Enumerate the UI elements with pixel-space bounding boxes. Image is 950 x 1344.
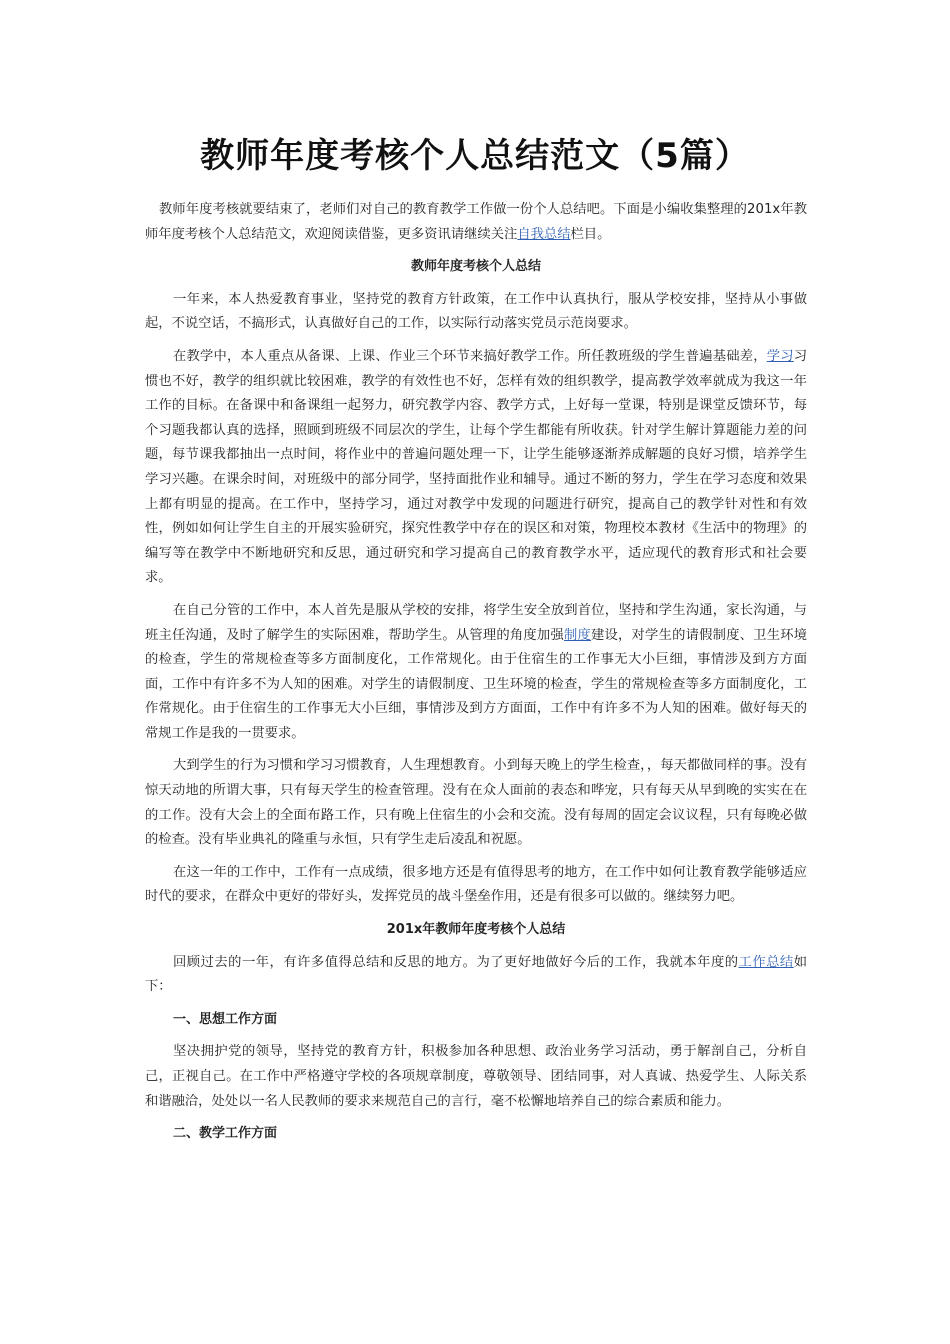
section2-paragraph-1 [145,951,807,1000]
intro-text: 教师年度考核就要结束了，老师们对自己的教育教学工作做一份个人总结吧。下面是小编收集整理的201x年教师年度考核个人总结范文，欢迎阅读借鉴，更多资讯请继续关注 [145,202,807,242]
section1-paragraph-3 [145,599,807,747]
intro-tail: 栏目。 [570,226,611,242]
section2-heading: 201x年教师年度考核个人总结 [386,922,566,938]
work-summary-link[interactable]: 工作总结 [738,954,794,970]
document-title: 教师年度考核个人总结范文（5篇） [200,136,750,176]
section1-heading: 教师年度考核个人总结 [410,259,541,275]
paragraph-text: 建设，对学生的请假制度、卫生环境的检查，学生的常规检查等多方面制度化，工作常规化。由于住宿生的工作事无大小巨细，事情涉及到方方面面，工作中有许多不为人知的困难。对学生的请假制度、卫生环境的检查，学生的常规检查等多方面制度化，工作常规化。由于住宿生的工作事无大小巨细，事情涉及到方方面面，工作中有许多不为人知的困难。做好每天的常规工作是我的一贯要求。 [145,627,808,741]
section1-paragraph-2 [145,345,807,591]
document-body [145,198,807,1155]
system-link[interactable]: 制度 [563,627,591,643]
paragraph-text: 在教学中，本人重点从备课、上课、作业三个环节来搞好教学工作。所任教班级的学生普遍基础差， [173,348,767,364]
paragraph-text: 在自己分管的工作中，本人首先是服从学校的安排，将学生安全放到首位，坚持和学生沟通，家长沟通，与班主任沟通，及时了解学生的实际困难，帮助学生。从管理的角度加强 [145,602,807,643]
subsection-heading-teaching: 二、教学工作方面 [173,1126,278,1142]
paragraph-text: 习惯也不好，教学的组织就比较困难，教学的有效性也不好，怎样有效的组织教学，提高教学效率就成为我这一年工作的目标。在备课中和备课组一起努力，研究教学内容、教学方式，上好每一堂课，特别是课堂反馈环节，每个习题我都认真的选择，照顾到班级不同层次的学生，让每个学生都能有所收获。针对学生解计算题能力差的问题，每节课我都抽出一点时间，将作业中的普遍问题处理一下，让学生能够逐渐养成解题的良好习惯，培养学生学习兴趣。在课余时间，对班级中的部分同学，坚持面批作业和辅导。通过不断的努力，学生在学习态度和效果上都有明显的提高。在工作中，坚持学习，通过对教学中发现的问题进行研究，提高自己的教学针对性和有效性，例如如何让学生自主的开展实验研究，探究性教学中存在的误区和对策，物理校本教材《生活中的物理》的编写等在教学中不断地研究和反思，通过研究和学习提高自己的教育教学水平，适应现代的教育形式和社会要求。 [145,348,808,586]
section1-paragraph-5: 在这一年的工作中，工作有一点成绩，很多地方还是有值得思考的地方，在工作中如何让教育教学能够适应时代的要求，在群众中更好的带好头，发挥党员的战斗堡垒作用，还是有很多可以做的。继续努力吧。 [145,864,807,905]
study-link[interactable]: 学习 [766,348,794,364]
paragraph-text: 如下： [145,954,808,995]
section1-paragraph-1: 一年来，本人热爱教育事业，坚持党的教育方针政策，在工作中认真执行，服从学校安排，坚持从小事做起，不说空话，不搞形式，认真做好自己的工作，以实际行动落实党员示范岗要求。 [145,291,807,332]
section2-paragraph-2: 坚决拥护党的领导，坚持党的教育方针，积极参加各种思想、政治业务学习活动，勇于解剖自己，分析自己，正视自己。在工作中严格遵守学校的各项规章制度，尊敬领导、团结同事，对人真诚、热爱学生、人际关系和谐融洽，处处以一名人民教师的要求来规范自己的言行，毫不松懈地培养自己的综合素质和能力。 [145,1044,807,1109]
section1-paragraph-4: 大到学生的行为习惯和学习习惯教育，人生理想教育。小到每天晚上的学生检查，，每天都做同样的事。没有惊天动地的所谓大事，只有每天学生的检查管理。没有在众人面前的表态和哗宠，只有每天从早到晚的实实在在的工作。没有大会上的全面布路工作，只有晚上住宿生的小会和交流。没有每周的固定会议议程，只有每晚必做的检查。没有毕业典礼的隆重与永恒，只有学生走后凌乱和祝愿。 [145,758,807,848]
subsection-heading-thought: 一、思想工作方面 [173,1011,278,1027]
intro-paragraph [145,198,807,247]
self-summary-link[interactable]: 自我总结 [517,226,571,242]
paragraph-text: 回顾过去的一年，有许多值得总结和反思的地方。为了更好地做好今后的工作，我就本年度的 [173,954,739,970]
